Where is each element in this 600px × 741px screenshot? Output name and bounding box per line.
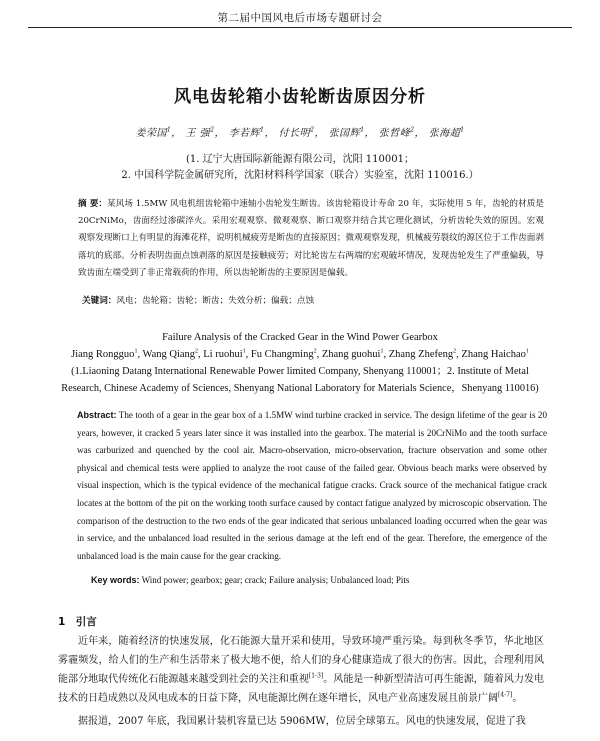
author: 李若辉 [228,128,261,139]
author: Fu Changming [250,349,314,360]
chinese-affiliation-2: 2. 中国科学院金属研究所，沈阳材料科学国家（联合）实验室，沈阳 110016.） [121,170,479,181]
english-affiliations [0,364,600,397]
english-title: Failure Analysis of the Cracked Gear in the Wind Power Gearbox [162,332,438,343]
running-header: 第二届中国风电后市场专题研讨会 [217,12,383,24]
english-keywords-label: Key words: [91,575,140,585]
author: Jiang Rongguo [71,349,135,360]
author-affiliation-mark: 2 [195,348,199,355]
author-affiliation-mark: 1 [242,348,246,355]
english-affiliation-line: Research, Chinese Academy of Sciences, Shenyang National Laboratory for Materials Science，Shenyang 110016) [61,382,539,394]
english-abstract-label: Abstract: [77,410,117,420]
author-affiliation-mark: 1 [260,126,265,134]
chinese-keywords-label: 关键词： [82,296,117,306]
author: Zhang Haichao [461,349,526,360]
author: Zhang Zhefeng [388,349,454,360]
author-affiliation-mark: 2 [410,126,415,134]
author-affiliation-mark: 1 [525,348,529,355]
author-affiliation-mark: 2 [310,126,315,134]
header-divider [28,27,572,28]
author: 张国辉 [328,128,361,139]
chinese-abstract [78,196,544,282]
paragraph-text: 。风能是一种新型清洁可再生能源，随着风力发电技术的日趋成熟以及风电成本的日益下降，风电能源比例在逐年增长，风电产业高速发展且前景广阔 [58,674,545,704]
chinese-affiliation-1: (1. 辽宁大唐国际新能源有限公司，沈阳 110001； [186,154,414,165]
author-affiliation-mark: 1 [166,126,172,134]
citation-mark: [4-7] [498,691,513,699]
author: 付长明 [278,128,311,139]
citation-mark: [1-3] [308,672,324,680]
english-author-list: Jiang Rongguo$^1$, Wang Qiang$^2$, Li ruohui$^1$, Fu Changming$^2$, Zhang guohui$^1$, Zhang Zhefeng$^2$, Zhang Haichao$^1$ [71,348,529,360]
chinese-abstract-label: 摘 要： [78,199,108,209]
author: 王 强 [185,128,211,139]
chinese-keywords [82,294,544,306]
chinese-author-list: 姜荣国$^1$， 王 强$^2$， 李若辉$^1$， 付长明$^2$， 张国辉$^1$， 张哲峰$^2$， 张海超$^1$ [135,126,465,139]
chinese-title: 风电齿轮箱小齿轮断齿原因分析 [174,87,426,107]
english-abstract [77,407,547,565]
author-affiliation-mark: 1 [460,126,465,134]
introduction-paragraph: 据报道，2007 年底，我国累计装机容量已达 5906MW，位居全球第五。风电的快速发展，促进了我 [78,716,526,727]
author: 姜荣国 [135,128,167,139]
section-heading-introduction: 1 引言 [58,616,97,628]
chinese-abstract-text: 某风场 1.5MW 风电机组齿轮箱中速轴小齿轮发生断齿。该齿轮箱设计寿命 20 年，实际使用 5 年，齿轮的材质是 20CrNiMo，齿面经过渗碳淬火。采用宏观观察、微观观察、断口观察并结合其它理化测试，分析齿轮失效的原因。宏观观察发现断口上有明显的海滩花样，说明机械疲劳是断齿的直接原因；微观观察发现，机械疲劳裂纹的源区位于工作齿面剥落坑的底部。分析表明齿面点蚀剥落的原因是接触疲劳；对比轮齿左右两端的宏观破坏情况，发现齿轮发生了严重偏载，导致齿面左端受到了非正常载荷的作用，所以齿轮断齿的主要原因是偏载。 [78,199,544,278]
author: Wang Qiang [142,349,196,360]
author: Li ruohui [203,349,243,360]
author-affiliation-mark: 2 [313,348,317,355]
author: 张哲峰 [378,128,411,139]
author: Zhang guohui [321,349,381,360]
author-affiliation-mark: 2 [453,348,457,355]
chinese-keywords-text: 风电；齿轮箱；齿轮；断齿；失效分析；偏载；点蚀 [116,296,315,306]
author-affiliation-mark: 2 [210,126,215,134]
introduction-paragraph [58,632,544,708]
english-keywords-text: Wind power; gearbox; gear; crack; Failure analysis; Unbalanced load; Pits [141,575,410,585]
english-affiliation-line: (1.Liaoning Datang International Renewable Power limited Company, Shenyang 110001；2. Institute of Metal [71,366,529,377]
paragraph-text: 。 [512,693,523,704]
author-affiliation-mark: 1 [134,348,138,355]
author: 张海超 [428,128,461,139]
author-affiliation-mark: 1 [380,348,384,355]
english-abstract-text: The tooth of a gear in the gear box of a 1.5MW wind turbine cracked in service. The design lifetime of the gear is 20 years, however, it cracked 5 years later since it was installed into the gearbox. The material is 20CrNiMo and the tooth surface was carburized and quenched by the cool air. Macro-observation, micro-observation, fracture observation and some other physical and chemical tests were applied to analyze the root cause of the failed gear. Obvious beach marks were observed by visual inspection, which is the typical evidence of the mechanical fatigue cracks. Crack source of the mechanical fatigue crack locates at the bottom of the pit on the working tooth surface caused by contact fatigue analyzed by microscopic observation. The comparison of the destruction to the two ends of the gear indicated that serious unbalanced loading occurred when the gear was in service, and the unbalanced load resulted in the serious damage at the left end of the gear. Therefore, the emergence of the unbalanced load is the main cause for the gear cracking. [77,410,548,561]
author-affiliation-mark: 1 [360,126,365,134]
english-keywords [91,575,551,585]
paragraph-text: 近年来，随着经济的快速发展，化石能源大量开采和使用，导致环境严重污染。每到秋冬季节，华北地区雾霾频发，给人们的生产和生活带来了极大地不便，给人们的身心健康造成了很大的伤害。因此，合理利用风能部分地取代传统化石能源越来越受到社会的关注和重视 [58,636,544,685]
